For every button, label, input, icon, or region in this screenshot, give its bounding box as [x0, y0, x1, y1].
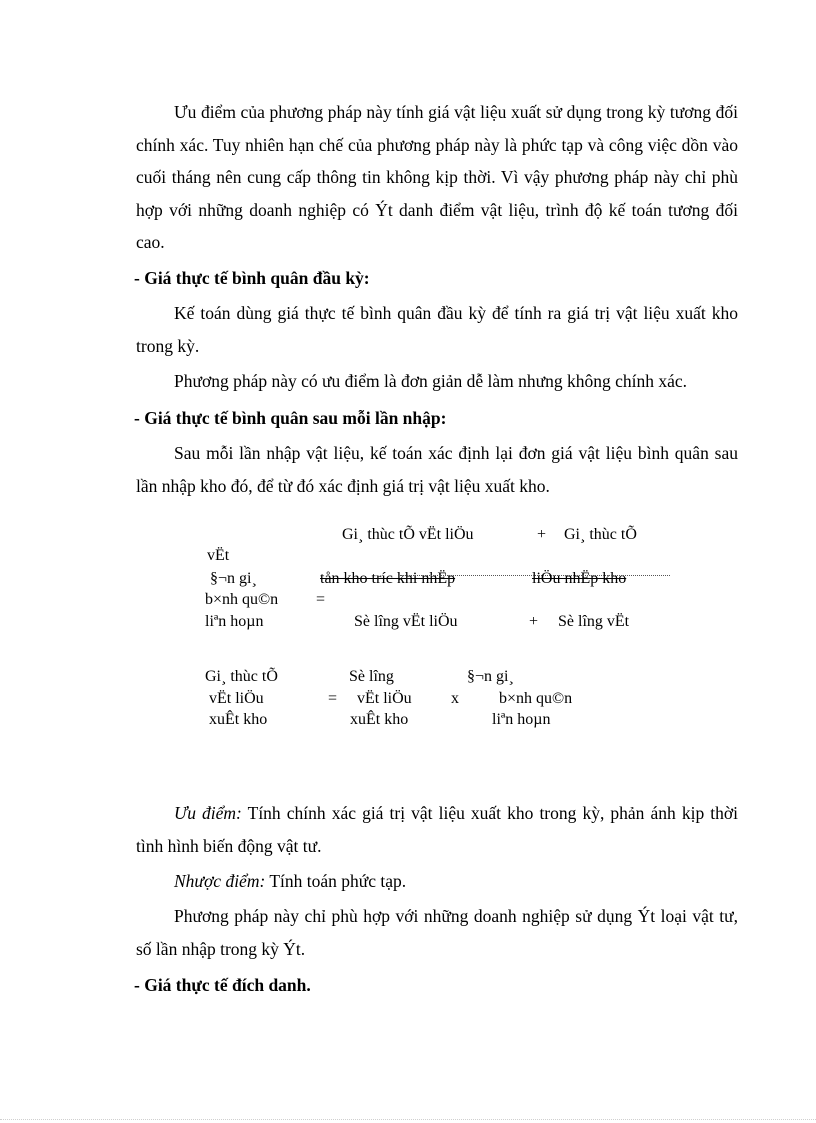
formula2-price-line-1: §¬n gi¸	[467, 668, 514, 685]
formula-denominator-a: Sè lîng vËt liÖu	[354, 613, 458, 630]
paragraph-advantages-method: Ưu điểm của phương pháp này tính giá vật liệu xuất sử dụng trong kỳ tương đối chính xác. Tuy nhiên hạn chế của phương pháp này là phức tạp và công việc dồn vào cuối tháng nên cung cấp thông tin không kịp thời. Vì vậy phương pháp này chỉ phù hợp với những doanh nghiệp có Ýt danh điểm vật liệu, trình độ kế toán tương đối cao.	[136, 102, 738, 252]
formula2-value-line-2: vËt liÖu	[209, 690, 264, 707]
formula-fraction-line	[400, 575, 670, 576]
formula2-quantity-line-3: xuÊt kho	[350, 711, 409, 728]
paragraph-advantage	[136, 797, 738, 862]
page-bottom-border	[0, 1119, 816, 1120]
formula2-value-line-3: xuÊt kho	[209, 711, 268, 728]
formula-numerator-b-continued: vËt	[207, 547, 230, 564]
formula-lhs-line-3: liªn hoµn	[205, 613, 264, 630]
formula2-value-line-1: Gi¸ thùc tÕ	[205, 668, 278, 685]
formula2-price-line-2: b×nh qu©n	[499, 690, 573, 707]
formula-lhs-line-1: §¬n gi¸	[210, 570, 257, 587]
formula2-times: x	[451, 690, 459, 707]
formula-numerator-a: Gi¸ thùc tÕ vËt liÖu	[342, 526, 474, 543]
formula2-equals: =	[328, 690, 338, 707]
heading-opening-average: - Giá thực tế bình quân đầu kỳ:	[134, 268, 370, 288]
heading-specific-identification: - Giá thực tế đích danh.	[134, 975, 311, 995]
paragraph-simple-method: Phương pháp này có ưu điểm là đơn giản dễ làm nhưng không chính xác.	[174, 371, 688, 391]
formula2-quantity-line-1: Sè lîng	[349, 668, 394, 685]
formula-numerator-b: Gi¸ thùc tÕ	[564, 526, 637, 543]
paragraph-disadvantage	[136, 865, 738, 898]
formula-numerator-sub-a: tån kho tríc khi nhËp	[320, 570, 456, 587]
heading-moving-average: - Giá thực tế bình quân sau mỗi lần nhập:	[134, 408, 447, 428]
formula-plus-numerator: +	[537, 526, 547, 543]
formula-lhs-line-2: b×nh qu©n	[205, 591, 279, 608]
formula2-quantity-line-2: vËt liÖu	[357, 690, 412, 707]
paragraph-moving-average: Sau mỗi lần nhập vật liệu, kế toán xác định lại đơn giá vật liệu bình quân sau lần nhập kho đó, để từ đó xác định giá trị vật liệu xuất kho.	[136, 443, 738, 496]
formula-plus-denominator: +	[529, 613, 539, 630]
advantage-text: Tính chính xác giá trị vật liệu xuất kho trong kỳ, phản ánh kịp thời tình hình biến động vật tư.	[136, 803, 738, 856]
paragraph-suitable-enterprises: Phương pháp này chỉ phù hợp với những doanh nghiệp sử dụng Ýt loại vật tư, số lần nhập trong kỳ Ýt.	[136, 906, 738, 959]
formula2-price-line-3: liªn hoµn	[492, 711, 551, 728]
formula-denominator-b: Sè lîng vËt	[558, 613, 630, 630]
formula-equals: =	[316, 591, 326, 608]
disadvantage-label: Nhược điểm:	[174, 871, 266, 891]
disadvantage-text: Tính toán phức tạp.	[265, 871, 407, 891]
advantage-label: Ưu điểm:	[174, 803, 242, 823]
paragraph-opening-average: Kế toán dùng giá thực tế bình quân đầu kỳ để tính ra giá trị vật liệu xuất kho trong kỳ.	[136, 303, 738, 356]
formula-numerator-sub-b: liÖu nhËp kho	[532, 570, 627, 587]
